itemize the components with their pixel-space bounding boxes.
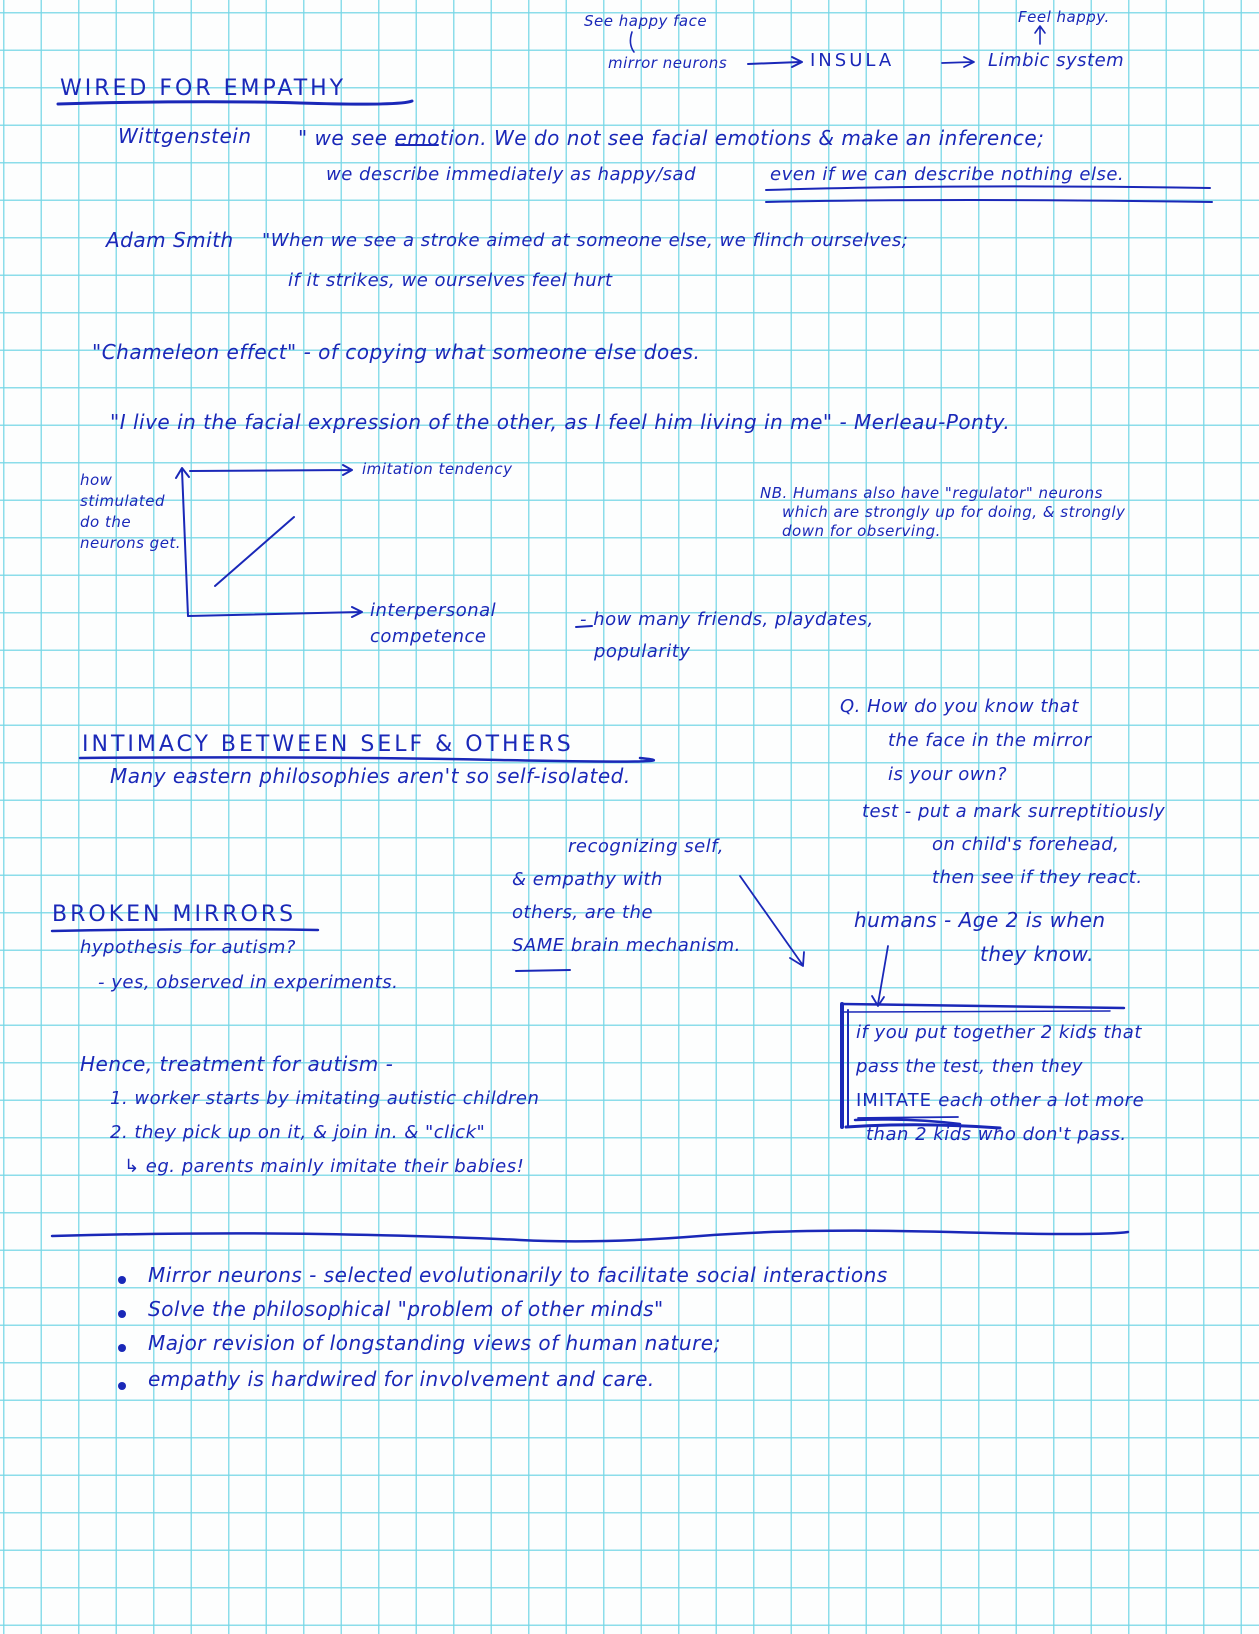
graph-x-label-line: competence: [370, 626, 487, 647]
bullet-dot: [118, 1344, 126, 1352]
summary-bullet: Major revision of longstanding views of human nature;: [148, 1331, 721, 1355]
graph-x-label-line: interpersonal: [370, 600, 497, 621]
boxed-note-text: each other a lot more: [938, 1090, 1145, 1111]
nb-note-line: NB. Humans also have "regulator" neurons: [760, 484, 1103, 502]
quote-wittgenstein-emphasis: even if we can describe nothing else.: [770, 164, 1125, 185]
underline-wired: [58, 101, 412, 104]
author-wittgenstein: Wittgenstein: [118, 124, 252, 148]
same-mechanism-line: & empathy with: [512, 869, 663, 890]
quote-wittgenstein-line2: we describe immediately as happy/sad: [326, 164, 696, 185]
treatment-example: ↳ eg. parents mainly imitate their babies!: [124, 1156, 525, 1177]
arrow-limbic-to-feel: [1035, 26, 1045, 44]
mirror-humans-line: they know.: [980, 942, 1094, 966]
broken-mirrors-hypothesis: hypothesis for autism?: [80, 937, 296, 958]
arrow-same-to-humans: [740, 876, 804, 966]
boxed-note-line: if you put together 2 kids that: [856, 1022, 1142, 1043]
summary-bullet: empathy is hardwired for involvement and care.: [148, 1367, 655, 1391]
graph-x-axis: [188, 607, 362, 617]
graph-y-label-line: neurons get.: [80, 534, 182, 552]
label-see-happy-face: See happy face: [584, 12, 708, 30]
broken-mirrors-observed: - yes, observed in experiments.: [98, 972, 399, 993]
mirror-test: [862, 795, 1165, 894]
imitate-emphasis: IMITATE: [856, 1090, 933, 1111]
graph-x-note-line: popularity: [594, 641, 691, 662]
treatment-step-2: 2. they pick up on it, & join in. & "click": [110, 1122, 486, 1143]
nb-note: [760, 484, 1125, 541]
summary-bullet: Mirror neurons - selected evolutionarily to facilitate social interactions: [148, 1263, 888, 1287]
same-mechanism-line: [512, 929, 741, 962]
treatment-heading: Hence, treatment for autism -: [80, 1052, 394, 1076]
graph-x-note-line: - how many friends, playdates,: [580, 609, 874, 630]
graph-y-label-line: stimulated: [80, 492, 165, 510]
graph-line: [215, 517, 294, 586]
quote-wittgenstein-line1: " we see emotion. We do not see facial emotions & make an inference;: [298, 126, 1045, 150]
graph-top-arrow: [190, 465, 352, 475]
same-mechanism: [512, 830, 741, 962]
chameleon-effect: "Chameleon effect" - of copying what someone else does.: [92, 340, 701, 364]
bullet-dot: [118, 1276, 126, 1284]
boxed-note-line: than 2 kids who don't pass.: [866, 1124, 1127, 1145]
mirror-question: [840, 690, 1091, 792]
label-mirror-neurons: mirror neurons: [608, 54, 728, 72]
bullet-dot: [118, 1382, 126, 1390]
quote-adam-smith-line1: "When we see a stroke aimed at someone else, we flinch ourselves;: [262, 230, 909, 251]
graph-x-note: [580, 604, 874, 668]
boxed-note: [856, 1016, 1144, 1152]
intimacy-line: Many eastern philosophies aren't so self-isolated.: [110, 764, 631, 788]
graph-y-label: [80, 470, 181, 554]
summary-bullet: Solve the philosophical "problem of other minds": [148, 1297, 664, 1321]
bullet-dot: [118, 1310, 126, 1318]
underline-intimacy: [80, 757, 654, 761]
graph-x-label: [370, 598, 496, 650]
underline-broken: [52, 929, 318, 931]
same-mechanism-text: brain mechanism.: [570, 935, 741, 956]
same-mechanism-line: recognizing self,: [568, 836, 724, 857]
arrow-insula-to-limbic: [942, 57, 974, 67]
graph-y-label-line: do the: [80, 513, 132, 531]
section-divider: [52, 1231, 1128, 1242]
heading-broken-mirrors: BROKEN MIRRORS: [52, 902, 297, 927]
label-limbic-system: Limbic system: [988, 50, 1125, 71]
mirror-test-line: then see if they react.: [932, 867, 1143, 888]
mirror-humans-line: humans - Age 2 is when: [854, 908, 1106, 932]
heading-intimacy: INTIMACY BETWEEN SELF & OTHERS: [82, 732, 574, 757]
quote-adam-smith-line2: if it strikes, we ourselves feel hurt: [288, 270, 613, 291]
mirror-test-line: on child's forehead,: [932, 834, 1120, 855]
same-mechanism-line: others, are the: [512, 902, 654, 923]
graph-y-label-line: how: [80, 471, 113, 489]
treatment-step-1: 1. worker starts by imitating autistic children: [110, 1088, 540, 1109]
boxed-note-line: pass the test, then they: [856, 1056, 1084, 1077]
mirror-question-line: is your own?: [888, 764, 1007, 785]
arrow-mirror-to-insula: [748, 57, 802, 67]
nb-note-line: which are strongly up for doing, & strongly: [782, 503, 1126, 521]
mirror-question-line: the face in the mirror: [888, 730, 1092, 751]
graph-top-label: imitation tendency: [362, 460, 513, 478]
mirror-question-line: Q. How do you know that: [840, 696, 1079, 717]
quote-merleau-ponty: "I live in the facial expression of the other, as I feel him living in me" - Merleau-Ponty.: [110, 410, 1011, 434]
label-insula: INSULA: [810, 50, 895, 71]
box-top: [842, 1004, 1124, 1008]
mirror-humans: [854, 903, 1106, 971]
arrow-see-to-mirror: [630, 32, 634, 52]
nb-note-line: down for observing.: [782, 522, 941, 540]
boxed-note-line: [856, 1084, 1144, 1118]
heading-wired-for-empathy: WIRED FOR EMPATHY: [60, 76, 347, 101]
author-adam-smith: Adam Smith: [106, 228, 234, 252]
same-emphasis: SAME: [512, 935, 565, 956]
label-feel-happy: Feel happy.: [1018, 8, 1110, 26]
mirror-test-line: test - put a mark surreptitiously: [862, 801, 1166, 822]
